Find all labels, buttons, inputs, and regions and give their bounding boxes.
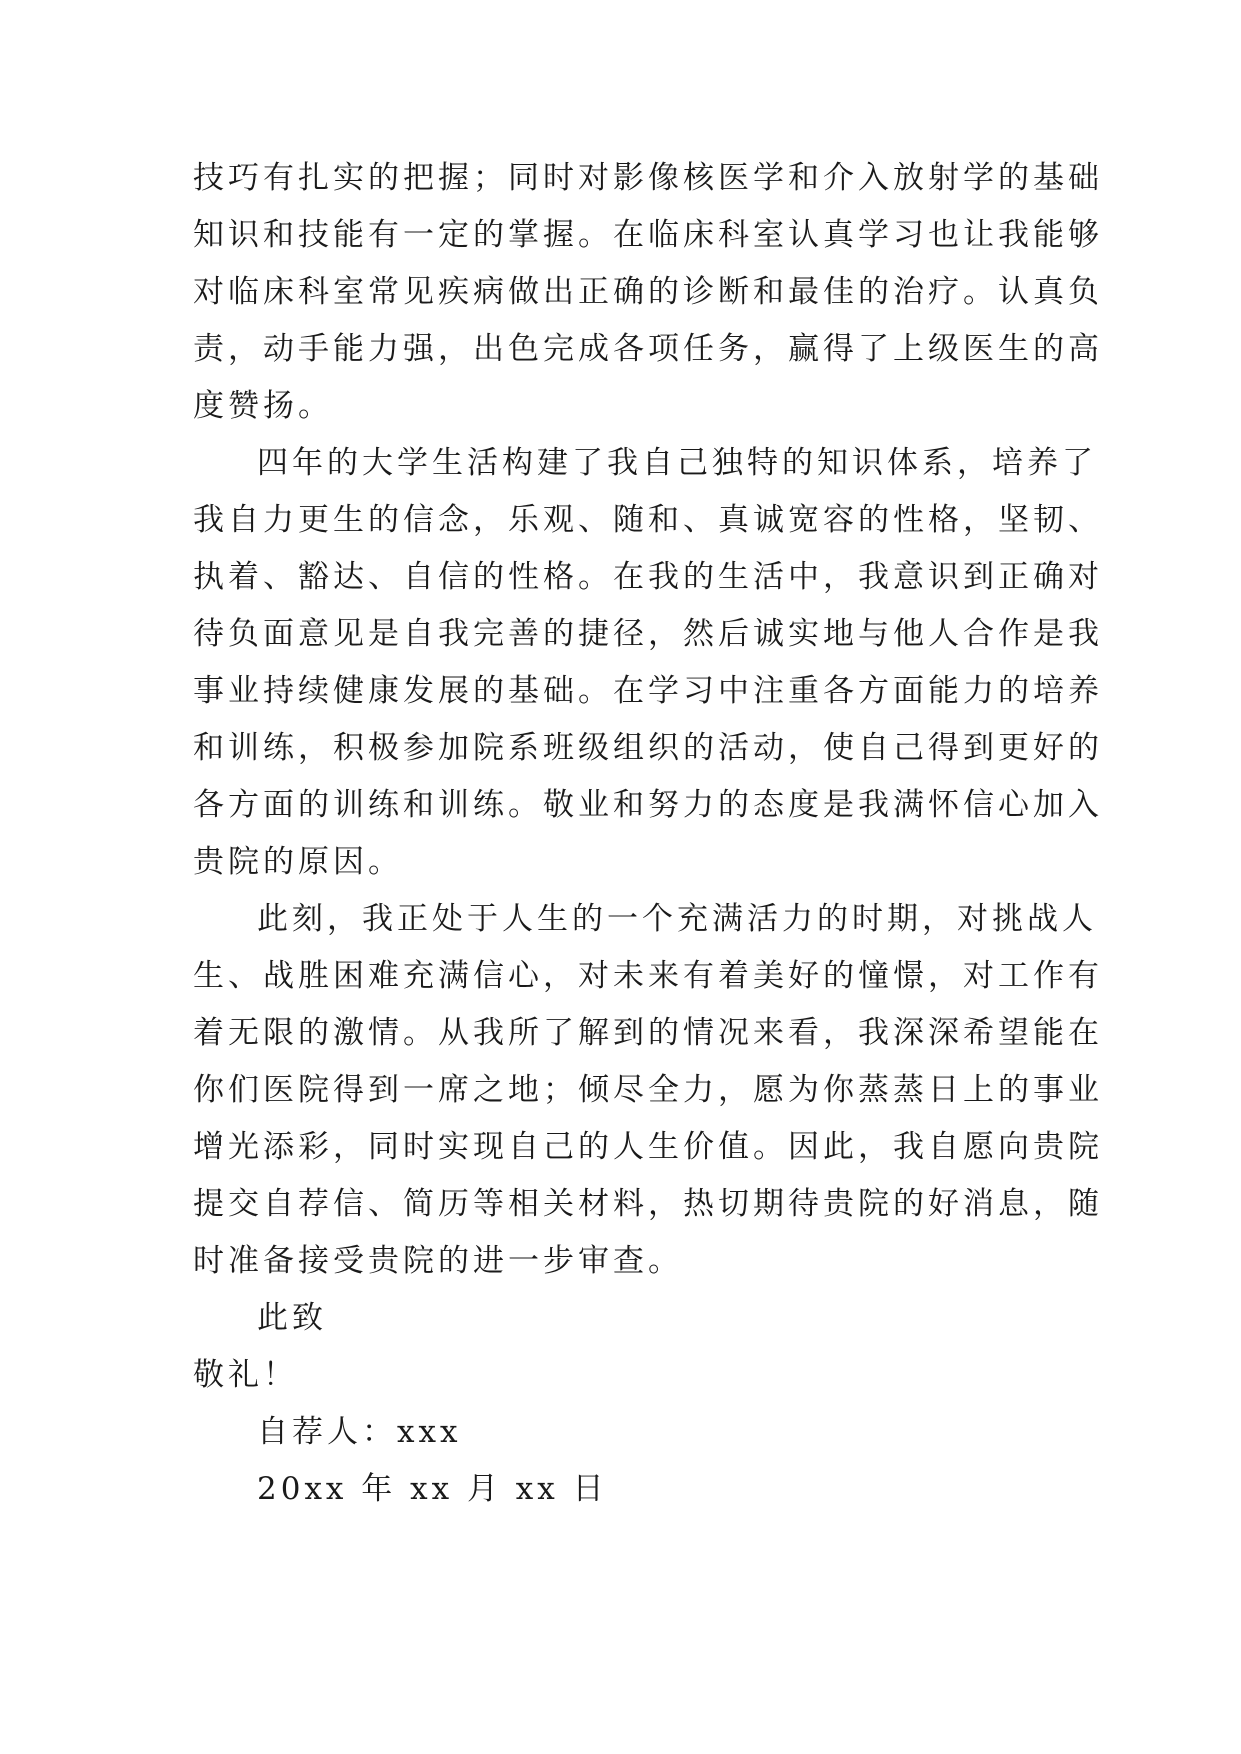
body-line-15: 生、战胜困难充满信心，对未来有着美好的憧憬，对工作有: [193, 958, 1103, 994]
body-line-11: 和训练，积极参加院系班级组织的活动，使自己得到更好的: [193, 730, 1103, 766]
body-line-1: 技巧有扎实的把握；同时对影像核医学和介入放射学的基础: [193, 160, 1103, 196]
body-line-19: 提交自荐信、简历等相关材料，热切期待贵院的好消息，随: [193, 1186, 1103, 1222]
body-line-8: 执着、豁达、自信的性格。在我的生活中，我意识到正确对: [193, 559, 1103, 595]
body-line-12: 各方面的训练和训练。敬业和努力的态度是我满怀信心加入: [193, 787, 1103, 823]
body-line-17: 你们医院得到一席之地；倾尽全力，愿为你蒸蒸日上的事业: [193, 1072, 1103, 1108]
body-line-10: 事业持续健康发展的基础。在学习中注重各方面能力的培养: [193, 673, 1103, 709]
body-line-7: 我自力更生的信念，乐观、随和、真诚宽容的性格，坚韧、: [193, 502, 1103, 538]
body-line-20: 时准备接受贵院的进一步审查。: [193, 1243, 683, 1279]
paragraph-2-start: 四年的大学生活构建了我自己独特的知识体系，培养了: [257, 445, 1097, 481]
body-line-9: 待负面意见是自我完善的捷径，然后诚实地与他人合作是我: [193, 616, 1103, 652]
body-line-18: 增光添彩，同时实现自己的人生价值。因此，我自愿向贵院: [193, 1129, 1103, 1165]
signature-date: 20xx 年 xx 月 xx 日: [257, 1471, 608, 1507]
body-line-3: 对临床科室常见疾病做出正确的诊断和最佳的治疗。认真负: [193, 274, 1103, 310]
closing-phrase: 此致: [257, 1300, 327, 1336]
paragraph-3-start: 此刻，我正处于人生的一个充满活力的时期，对挑战人: [257, 901, 1097, 937]
body-line-4: 责，动手能力强，出色完成各项任务，赢得了上级医生的高: [193, 331, 1103, 367]
salutation: 敬礼！: [193, 1357, 298, 1393]
body-line-13: 贵院的原因。: [193, 844, 403, 880]
body-line-5: 度赞扬。: [193, 388, 333, 424]
body-line-2: 知识和技能有一定的掌握。在临床科室认真学习也让我能够: [193, 217, 1103, 253]
body-line-16: 着无限的激情。从我所了解到的情况来看，我深深希望能在: [193, 1015, 1103, 1051]
signature-name: 自荐人：xxx: [257, 1414, 462, 1450]
